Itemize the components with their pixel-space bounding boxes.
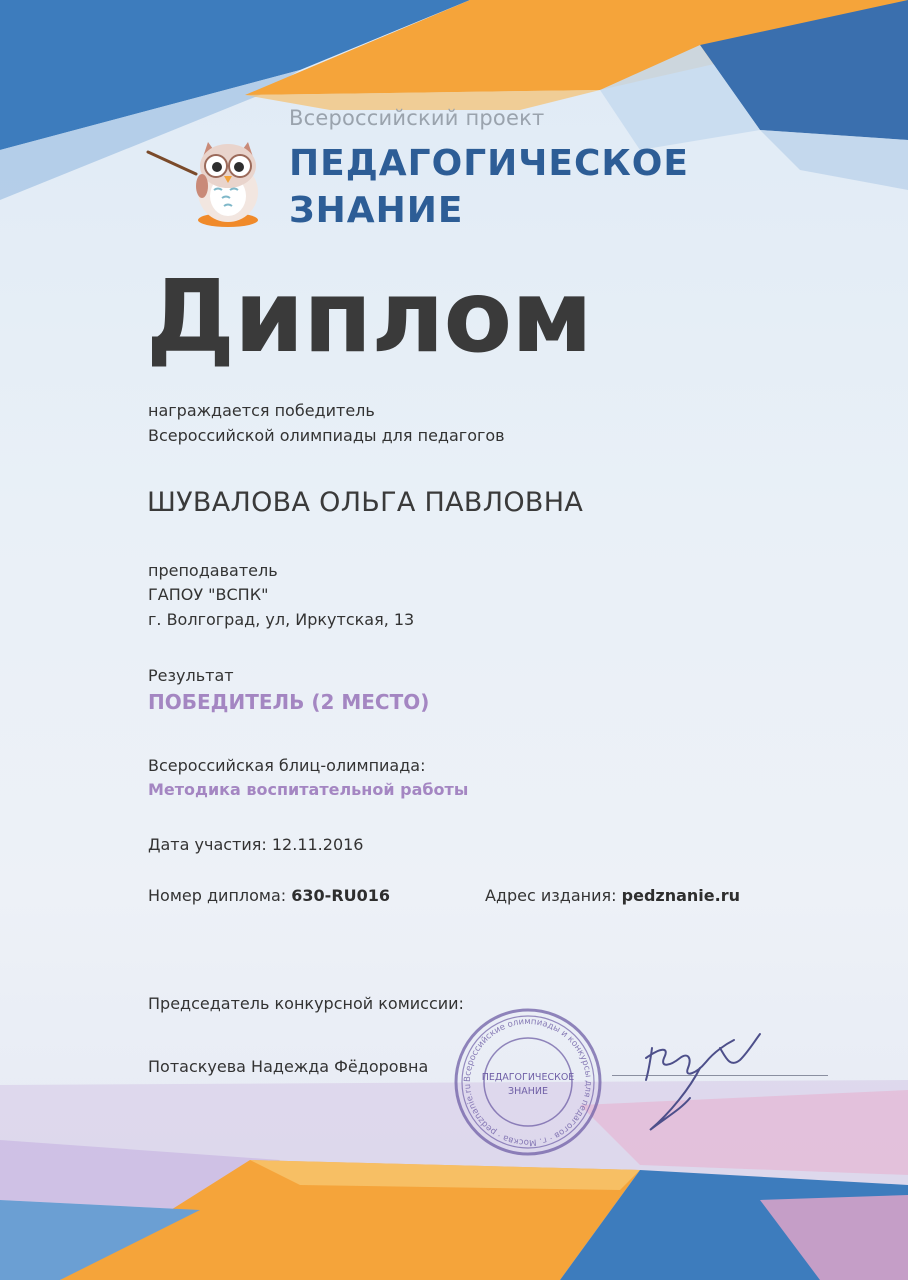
diploma-number-label: Номер диплома: [148,886,287,905]
participation-date-value: 12.11.2016 [271,835,364,854]
award-line1: награждается победитель [148,401,375,420]
owl-mascot-icon [144,130,264,230]
stamp-center-line1: ПЕДАГОГИЧЕСКОЕ [481,1072,575,1083]
participation-date-row [148,835,363,854]
commission-chair-label: Председатель конкурсной комиссии: [148,994,464,1013]
olympiad-value: Методика воспитательной работы [148,780,469,799]
publication-address-row [485,886,740,905]
result-value: ПОБЕДИТЕЛЬ (2 МЕСТО) [148,690,430,714]
brand-name-line1: ПЕДАГОГИЧЕСКОЕ [289,143,689,184]
participation-date-label: Дата участия: [148,835,267,854]
olympiad-label: Всероссийская блиц-олимпиада: [148,756,426,775]
recipient-address: г. Волгоград, ул, Иркутская, 13 [148,610,415,629]
top-right-edge [760,130,908,190]
publication-address-label: Адрес издания: [485,886,617,905]
project-subtitle: Всероссийский проект [289,106,545,130]
official-stamp [452,1006,604,1158]
publication-address-value: pedznanie.ru [621,886,740,905]
handwritten-signature [630,1018,770,1138]
brand-name-line2: ЗНАНИЕ [289,190,464,231]
recipient-organization: ГАПОУ "ВСПК" [148,585,269,604]
recipient-name: ШУВАЛОВА ОЛЬГА ПАВЛОВНА [147,487,584,518]
pointer-stick-icon [148,152,196,174]
recipient-position: преподаватель [148,561,278,580]
diploma-number-value: 630-RU016 [291,886,391,905]
stamp-ring-text: Всероссийские олимпиады и конкурсы для педагогов · г. Москва · pedznanie.ru [462,1016,594,1148]
award-line2: Всероссийской олимпиады для педагогов [148,426,505,445]
diploma-title: Диплом [146,258,592,375]
result-label: Результат [148,666,234,685]
stamp-center-line2: ЗНАНИЕ [508,1086,548,1097]
diploma-number-row [148,886,390,905]
commission-chair-name: Потаскуева Надежда Фёдоровна [148,1057,429,1076]
